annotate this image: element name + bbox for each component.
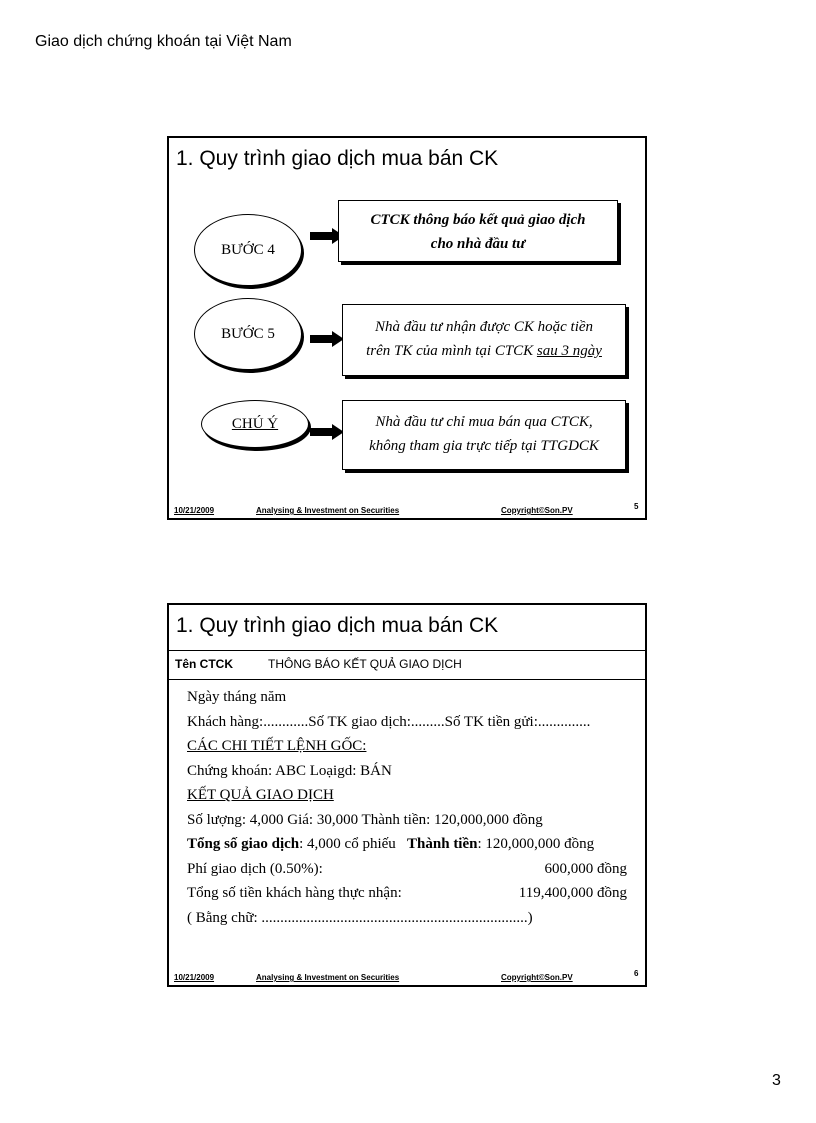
divider xyxy=(169,679,645,680)
step-4-box xyxy=(338,200,618,262)
total-label: Tổng số giao dịch xyxy=(187,836,300,852)
fee-line xyxy=(187,857,627,882)
slide-footer xyxy=(169,502,645,518)
step-label: BƯỚC 5 xyxy=(221,325,275,342)
company-name: Tên CTCK xyxy=(175,657,233,671)
slide-footer xyxy=(169,969,645,985)
step-5-box xyxy=(342,304,626,376)
note-ellipse xyxy=(201,400,309,448)
step-5-deadline: sau 3 ngày xyxy=(536,343,602,359)
page-number: 3 xyxy=(772,1072,781,1089)
step-5-line-1: Nhà đầu tư nhận được CK hoặc tiền xyxy=(374,319,594,335)
order-line: Chứng khoán: ABC Loạigd: BÁN xyxy=(187,762,392,779)
footer-course: Analysing & Investment on Securities xyxy=(256,973,400,982)
page-header: Giao dịch chứng khoán tại Việt Nam xyxy=(35,33,292,50)
note-line-2: không tham gia trực tiếp tại TTGDCK xyxy=(369,438,599,454)
customer-line: Khách hàng:............Số TK giao dịch:.........Số TK tiền gửi:.............. xyxy=(187,713,591,730)
slide-number: 5 xyxy=(634,502,639,511)
section-result xyxy=(187,783,627,808)
footer-date: 10/21/2009 xyxy=(174,973,215,982)
result-line: Số lượng: 4,000 Giá: 30,000 Thành tiền: 120,000,000 đồng xyxy=(187,811,543,828)
note-label: CHÚ Ý xyxy=(231,415,279,432)
step-5-line-2 xyxy=(343,339,625,363)
slide-6 xyxy=(167,603,647,987)
fee-label: Phí giao dịch (0.50%): xyxy=(187,860,323,877)
amount-value: : 120,000,000 đồng xyxy=(477,836,595,852)
footer-course: Analysing & Investment on Securities xyxy=(256,506,400,515)
trade-notice-body xyxy=(187,685,627,930)
arrow-right-icon xyxy=(310,331,344,347)
footer-date: 10/21/2009 xyxy=(174,506,215,515)
amount-label: Thành tiền xyxy=(407,836,478,852)
section-result-text: KẾT QUẢ GIAO DỊCH xyxy=(187,787,334,803)
total-line xyxy=(187,832,627,857)
step-4-line-1: CTCK thông báo kết quả giao dịch xyxy=(370,212,586,228)
net-label: Tổng số tiền khách hàng thực nhận: xyxy=(187,885,402,901)
footer-copyright: Copyright©Son.PV xyxy=(501,973,573,982)
divider xyxy=(169,650,645,651)
net-value: 119,400,000 đồng xyxy=(518,885,627,901)
total-value: : 4,000 cổ phiếu xyxy=(299,836,396,852)
step-4-line-2: cho nhà đầu tư xyxy=(430,236,526,252)
step-label: BƯỚC 4 xyxy=(221,241,275,258)
slide-title: 1. Quy trình giao dịch mua bán CK xyxy=(176,614,499,637)
fee-value: 600,000 đồng xyxy=(544,860,627,877)
slide-title: 1. Quy trình giao dịch mua bán CK xyxy=(176,147,499,170)
step-5-line-2-text: trên TK của mình tại CTCK xyxy=(366,343,537,359)
arrow-right-icon xyxy=(310,424,344,440)
footer-copyright: Copyright©Son.PV xyxy=(501,506,573,515)
date-line: Ngày tháng năm xyxy=(187,689,287,705)
section-original-order-text: CÁC CHI TIẾT LỆNH GỐC: xyxy=(187,738,367,754)
slide-number: 6 xyxy=(634,969,639,978)
net-line xyxy=(187,881,627,906)
note-box xyxy=(342,400,626,470)
step-4-ellipse xyxy=(194,214,302,286)
slide-5 xyxy=(167,136,647,520)
section-original-order xyxy=(187,734,627,759)
notice-title: THÔNG BÁO KẾT QUẢ GIAO DỊCH xyxy=(268,657,462,671)
note-line-1: Nhà đầu tư chỉ mua bán qua CTCK, xyxy=(375,414,593,430)
words-line: ( Bằng chữ: .......................................................................) xyxy=(187,909,533,926)
step-5-ellipse xyxy=(194,298,302,370)
